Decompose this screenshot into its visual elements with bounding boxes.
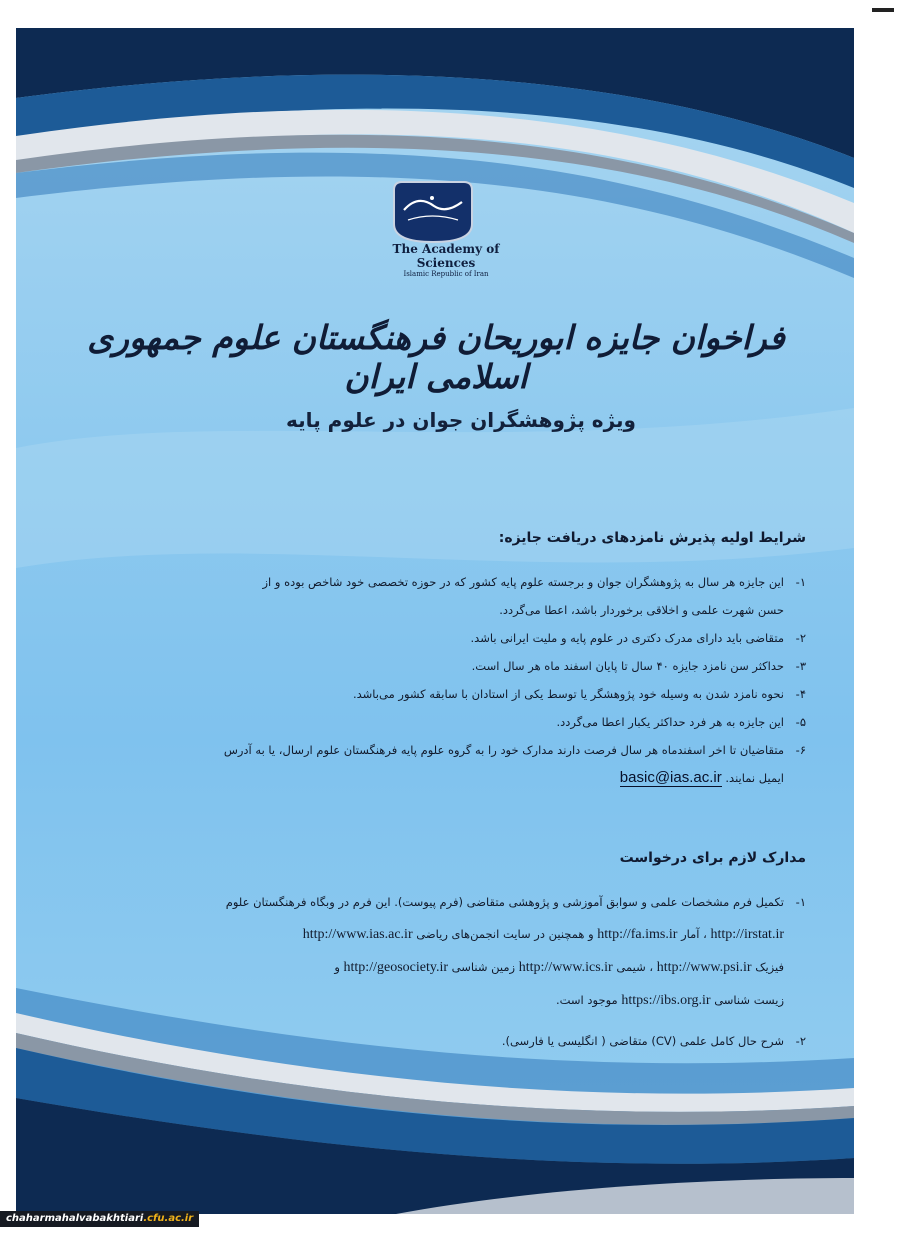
poster-subtitle: ویژه پژوهشگران جوان در علوم پایه: [286, 408, 636, 432]
email-suffix: ایمیل نمایند.: [725, 771, 784, 785]
academy-logo-caption: [366, 242, 526, 278]
item-number: ۲-: [795, 631, 806, 645]
item-number: ۱-: [795, 895, 806, 909]
item-text: و همچنین در سایت انجمن‌های ریاضی: [416, 927, 594, 941]
url-ias[interactable]: http://www.ias.ac.ir: [302, 927, 413, 942]
conditions-heading: شرایط اولیه پذیرش نامزدهای دریافت جایزه:: [498, 530, 806, 546]
item-text: فیزیک: [755, 960, 784, 974]
item-text: زمین شناسی: [451, 960, 516, 974]
logo-subtitle-en: Islamic Republic of Iran: [403, 270, 489, 278]
url-geosociety[interactable]: http://geosociety.ir: [343, 960, 448, 975]
url-irstat[interactable]: http://irstat.ir: [710, 927, 784, 942]
list-item: [186, 736, 806, 792]
list-item: [186, 708, 806, 736]
item-text: نحوه نامزد شدن به وسیله خود پژوهشگر یا توسط یکی از استادان با سابقه کشور می‌باشد.: [352, 687, 784, 701]
list-item: [186, 652, 806, 680]
poster-title: فراخوان جایزه ابوریحان فرهنگستان علوم جمهوری اسلامی ایران: [87, 318, 785, 396]
item-text: این جایزه هر سال به پژوهشگران جوان و برجسته علوم پایه کشور که در حوزه تخصصی خود شاخص بوده و از: [262, 575, 784, 589]
list-item: [186, 1025, 806, 1057]
poster: [16, 28, 854, 1214]
list-item: [186, 568, 806, 624]
documents-heading: مدارک لازم برای درخواست: [619, 850, 806, 866]
email-link[interactable]: basic@ias.ac.ir: [619, 769, 722, 786]
list-item: [186, 624, 806, 652]
url-ics[interactable]: http://www.ics.ir: [518, 960, 613, 975]
item-text: متقاضی باید دارای مدرک دکتری در علوم پایه و ملیت ایرانی باشد.: [470, 631, 784, 645]
item-text: متقاضیان تا اخر اسفندماه هر سال فرصت دارند مدارک خود را به گروه علوم پایه فرهنگستان علوم ارسال، یا به آدرس: [223, 743, 784, 757]
item-number: ۱-: [795, 575, 806, 589]
item-text: شرح حال کامل علمی (CV) متقاضی ( انگلیسی یا فارسی).: [501, 1034, 784, 1048]
url-ibs[interactable]: https://ibs.org.ir: [621, 993, 711, 1008]
item-text: ، شیمی: [616, 960, 654, 974]
item-number: ۶-: [795, 743, 806, 757]
academy-logo-icon: [388, 180, 478, 244]
item-number: ۵-: [795, 715, 806, 729]
footer-domain: .cfu.ac.ir: [143, 1213, 194, 1224]
item-text: تکمیل فرم مشخصات علمی و سوابق آموزشی و پژوهشی متقاضی (فرم پیوست). این فرم در وبگاه فرهنگستان علوم: [225, 895, 784, 909]
item-text: موجود است.: [555, 993, 618, 1007]
item-text: زیست شناسی: [714, 993, 784, 1007]
item-text: حداکثر سن نامزد جایزه ۴۰ سال تا پایان اسفند ماه هر سال است.: [471, 659, 784, 673]
scan-edge-mark: [872, 8, 894, 12]
item-text: و: [334, 960, 340, 974]
item-number: ۴-: [795, 687, 806, 701]
item-number: ۳-: [795, 659, 806, 673]
list-item: [186, 886, 806, 1017]
documents-list: [186, 886, 806, 1057]
logo-name-en: The Academy of Sciences: [392, 242, 500, 270]
item-text: حسن شهرت علمی و اخلاقی برخوردار باشد، اعطا می‌گردد.: [499, 603, 784, 617]
item-text: ، آمار: [681, 927, 707, 941]
footer-site: chaharmahalvabakhtiari: [6, 1213, 144, 1224]
source-watermark: [0, 1211, 199, 1227]
item-number: ۲-: [795, 1034, 806, 1048]
url-psi[interactable]: http://www.psi.ir: [656, 960, 752, 975]
list-item: [186, 680, 806, 708]
url-ims[interactable]: http://fa.ims.ir: [597, 927, 678, 942]
item-text: این جایزه به هر فرد حداکثر یکبار اعطا می‌گردد.: [556, 715, 784, 729]
conditions-list: [186, 568, 806, 792]
